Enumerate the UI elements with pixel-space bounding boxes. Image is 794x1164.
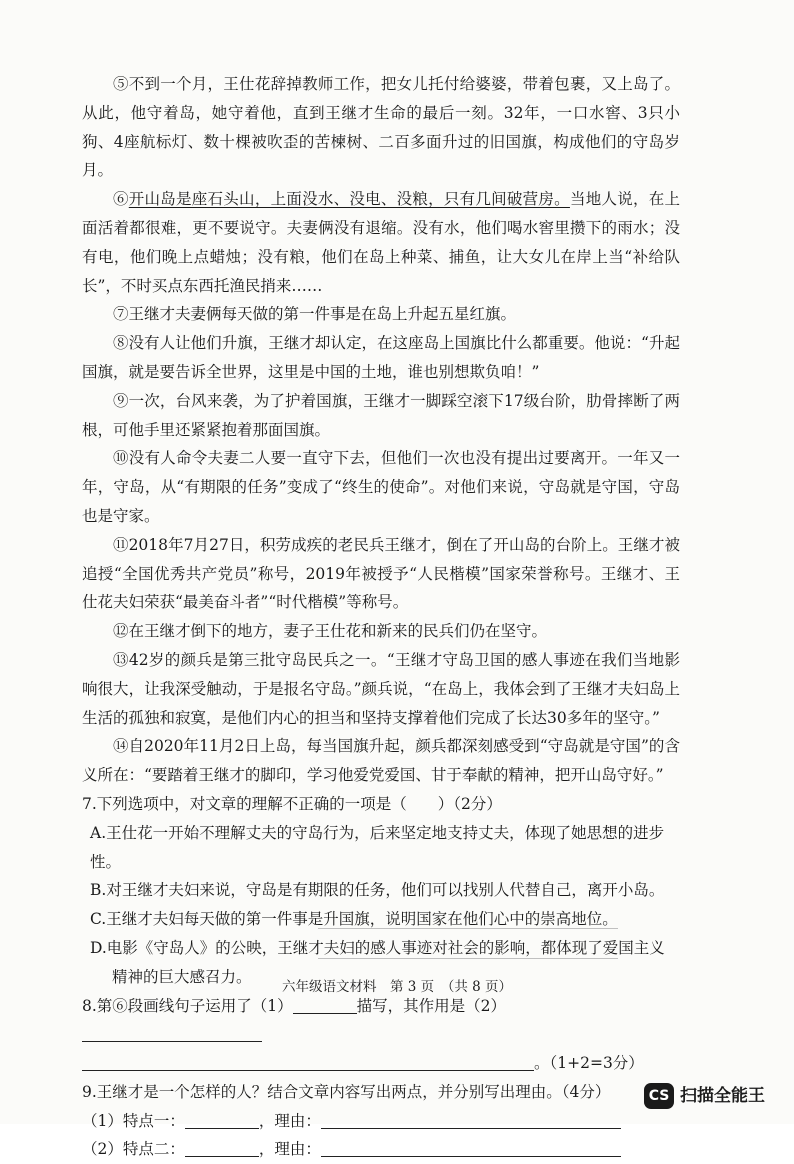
paragraph-6: ⑥开山岛是座石头山，上面没水、没电、没粮，只有几间破营房。当地人说，在上面活着都很难，更不要说守。夫妻俩没有退缩。没有水，他们喝水窖里攒下的雨水；没有电，他们晚上点蜡烛；没有粮，他们在岛上种菜、捕鱼，让大女儿在岸上当“补给队长”，不时买点东西托渔民捎来…… (82, 190, 680, 295)
underlined-sentence: 开山岛是座石头山，上面没水、没电、没粮，只有几间破营房。 (128, 190, 570, 209)
question-7-option-d[interactable]: D.电影《守岛人》的公映，王继才夫妇的感人事迹对社会的影响，都体现了爱国主义 (90, 938, 665, 957)
answer-blank-8-2[interactable] (82, 1023, 262, 1042)
question-7-option-c[interactable]: C.王继才夫妇每天做的第一件事是升国旗，说明国家在他们心中的崇高地位。 (90, 910, 618, 929)
paragraph-9: ⑨一次，台风来袭，为了护着国旗，王继才一脚踩空滚下17级台阶，肋骨摔断了两根，可他手里还紧紧抱着那面国旗。 (82, 391, 680, 439)
camscanner-logo-icon: CS (644, 1083, 674, 1109)
answer-blank-9-trait-2[interactable] (185, 1138, 259, 1157)
question-7-option-a[interactable]: A.王仕花一开始不理解丈夫的守岛行为，后来坚定地支持丈夫，体现了她思想的进步性。 (90, 823, 665, 871)
camscanner-watermark: 扫描全能王 (680, 1086, 765, 1106)
question-7-option-b[interactable]: B.对王继才夫妇来说，守岛是有期限的任务，他们可以找别人代替自己，离开小岛。 (90, 881, 665, 900)
paragraph-11: ⑪2018年7月27日，积劳成疾的老民兵王继才，倒在了开山岛的台阶上。王继才被追授“全国优秀共产党员”称号，2019年被授予“人民楷模”国家荣誉称号。王继才、王仕花夫妇荣获“最美奋斗者”“时代楷模”等称号。 (82, 535, 680, 612)
question-8: 8.第⑥段画线句子运用了（1） 描写，其作用是（2） (82, 992, 680, 1050)
answer-blank-9-reason-2[interactable] (321, 1138, 621, 1157)
question-7-option-d-continued: 精神的巨大感召力。 (112, 967, 252, 986)
question-9-stem: 9.王继才是一个怎样的人？结合文章内容写出两点，并分别写出理由。（4分） (82, 1082, 611, 1101)
paragraph-14: ⑭自2020年11月2日上岛，每当国旗升起，颜兵都深刻感受到“守岛就是守国”的含义所在：“要踏着王继才的脚印，学习他爱党爱国、甘于奉献的精神，把开山岛守好。” (82, 737, 680, 785)
answer-blank-8-1[interactable] (293, 995, 357, 1014)
answer-blank-9-trait-1[interactable] (185, 1110, 259, 1129)
paragraph-12: ⑫在王继才倒下的地方，妻子王仕花和新来的民兵们仍在坚守。 (113, 622, 548, 641)
paragraph-5: ⑤不到一个月，王仕花辞掉教师工作，把女儿托付给婆婆，带着包裹，又上岛了。从此，他守着岛，她守着他，直到王继才生命的最后一刻。32年，一口水窖、3只小狗、4座航标灯、数十棵被吹歪的苦楝树、二百多面升过的旧国旗，构成他们的守岛岁月。 (82, 75, 680, 180)
paragraph-13: ⑬42岁的颜兵是第三批守岛民兵之一。“王继才守岛卫国的感人事迹在我们当地影响很大，让我深受触动，于是报名守岛。”颜兵说，“在岛上，我体会到了王继才夫妇岛上生活的孤独和寂寞，是他们内心的担当和坚持支撑着他们完成了长达30多年的坚守。” (82, 650, 680, 727)
answer-blank-8-2-cont[interactable] (82, 1052, 534, 1071)
question-9-item-1: （1）特点一： ，理由： (82, 1107, 680, 1136)
question-9-item-2: （2）特点二： ，理由： (82, 1135, 680, 1164)
answer-blank-9-reason-1[interactable] (321, 1110, 621, 1129)
paragraph-8: ⑧没有人让他们升旗，王继才却认定，在这座岛上国旗比什么都重要。他说：“升起国旗，就是要告诉全世界，这里是中国的土地，谁也别想欺负咱！” (82, 334, 680, 381)
page-footer: 六年级语文材料 第 3 页 （共 8 页） (281, 979, 513, 995)
paragraph-7: ⑦王继才夫妻俩每天做的第一件事是在岛上升起五星红旗。 (113, 305, 517, 324)
paragraph-10: ⑩没有人命令夫妻二人要一直守下去，但他们一次也没有提出过要离开。一年又一年，守岛，从“有期限的任务”变成了“终生的使命”。对他们来说，守岛就是守国，守岛也是守家。 (82, 449, 680, 525)
question-8-line-2: 。（1+2=3分） (82, 1049, 680, 1078)
question-7-stem: 7.下列选项中，对文章的理解不正确的一项是（ ）（2分） (82, 794, 502, 813)
document-body (82, 70, 680, 1164)
